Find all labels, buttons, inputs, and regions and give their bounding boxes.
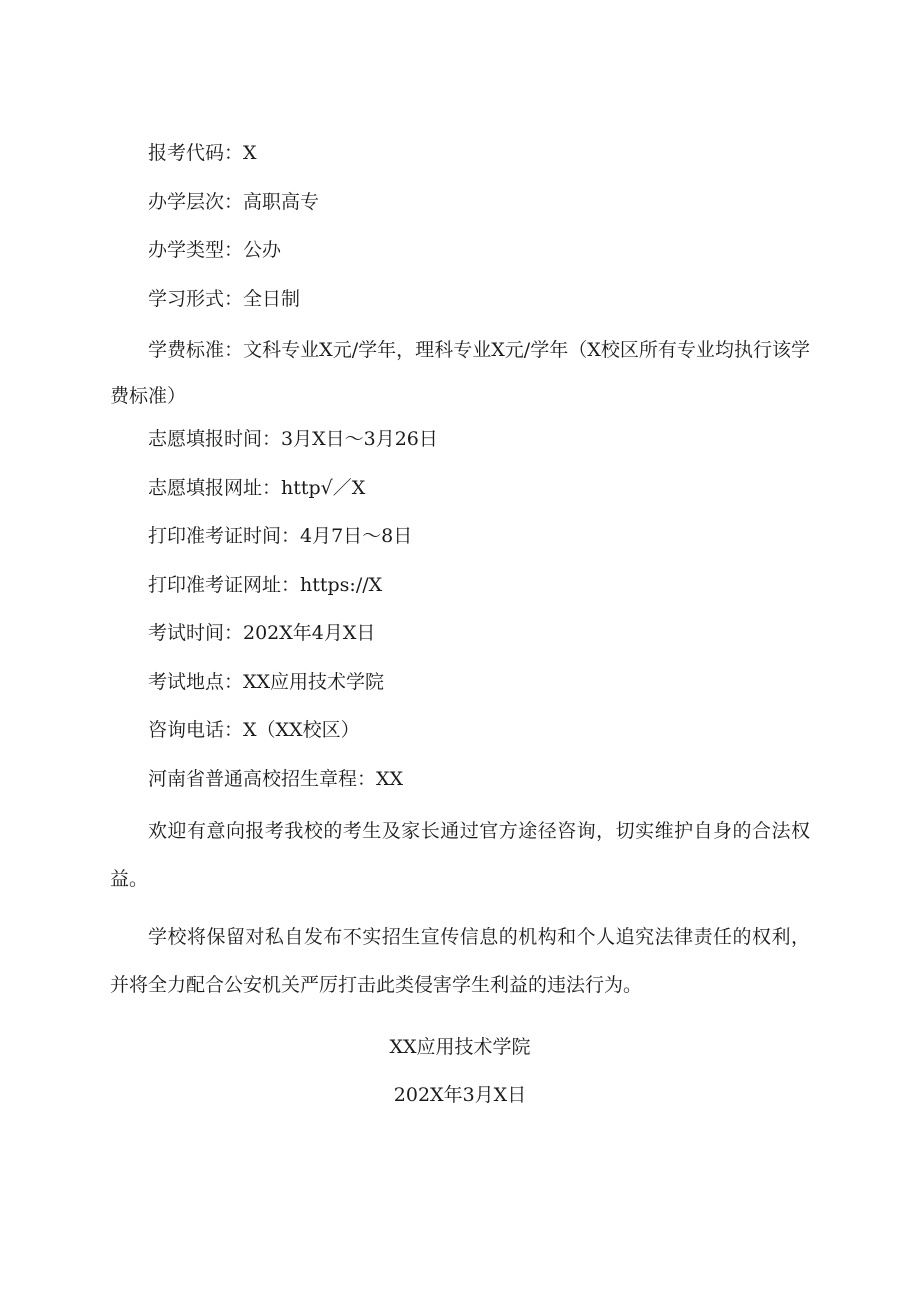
info-line-school-type: 办学类型：公办 (148, 239, 282, 261)
signature-date: 202X年3月X日 (393, 1084, 527, 1106)
paragraph-welcome: 欢迎有意向报考我校的考生及家长通过官方途径咨询，切实维护自身的合法权益。 (110, 820, 810, 890)
info-line-exam-location: 考试地点：XX应用技术学院 (148, 670, 385, 693)
info-line-application-url: 志愿填报网址：http√／X (148, 476, 366, 499)
info-tuition: 学费标准：文科专业X元/学年，理科专业X元/学年（X校区所有专业均执行该学费标准） (110, 339, 810, 407)
info-line-study-form: 学习形式：全日制 (148, 287, 301, 310)
info-line-school-level: 办学层次：高职高专 (148, 190, 320, 213)
paragraph-legal-notice: 学校将保留对私自发布不实招生宣传信息的机构和个人追究法律责任的权利，并将全力配合公安机关严厉打击此类侵害学生利益的违法行为。 (110, 926, 810, 996)
info-line-admission-ticket-time: 打印准考证时间：4月7日～8日 (148, 525, 413, 547)
info-line-application-time: 志愿填报时间：3月X日～3月26日 (148, 428, 438, 450)
info-line-exam-code: 报考代码：X (148, 142, 257, 164)
info-line-phone: 咨询电话：X（XX校区） (148, 719, 360, 741)
info-line-exam-time: 考试时间：202X年4月X日 (148, 622, 376, 644)
info-line-admission-ticket-url: 打印准考证网址：https://X (148, 573, 383, 596)
document-body (110, 133, 810, 1119)
signature-institution: XX应用技术学院 (389, 1036, 531, 1058)
info-line-admission-regulations: 河南省普通高校招生章程：XX (148, 767, 404, 790)
